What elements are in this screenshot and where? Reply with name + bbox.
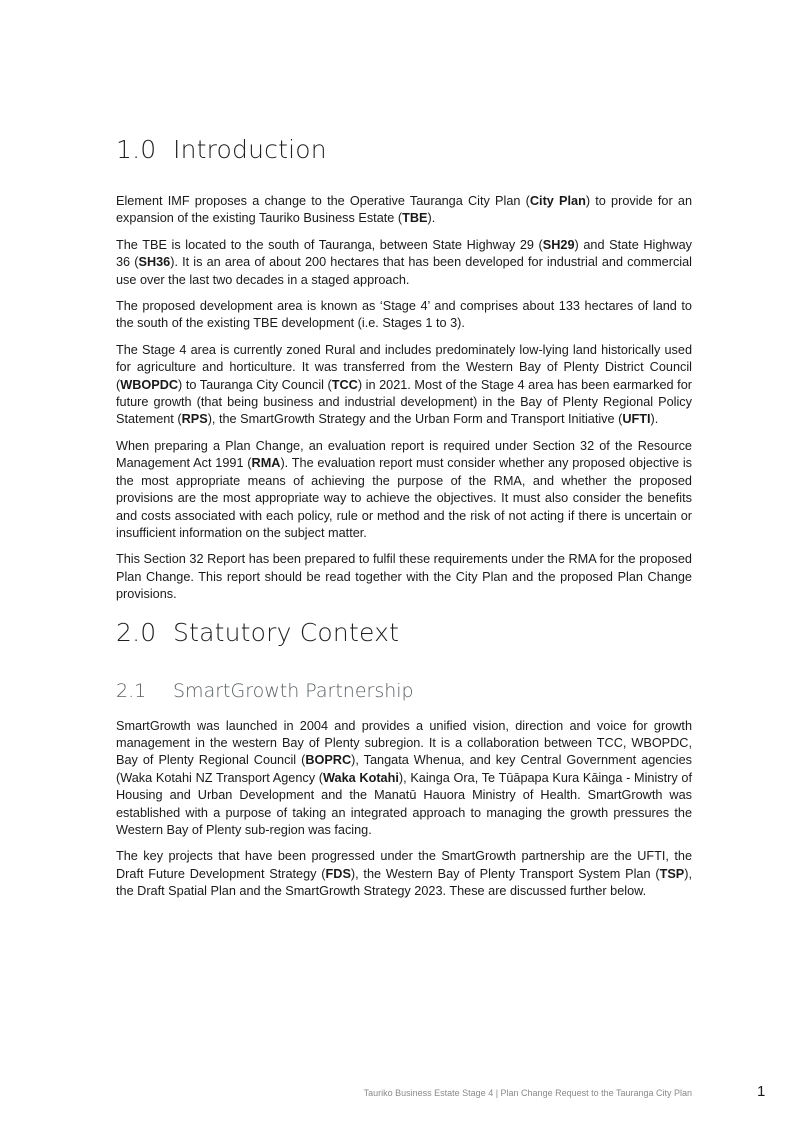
paragraph: [116, 342, 692, 429]
paragraph: [116, 298, 692, 333]
text-run: ), the SmartGrowth Strategy and the Urban Form and Transport Initiative (: [207, 412, 623, 427]
text-run: The Stage 4 area is currently zoned Rural and includes predominately low-lying land historically used for agriculture and horticulture. It was transferred from the Western Bay of Plenty District Council (: [116, 342, 692, 392]
paragraph: [116, 438, 692, 542]
text-run: The TBE is located to the south of Tauranga, between State Highway 29 (: [116, 237, 543, 252]
subsection-title: SmartGrowth Partnership: [173, 679, 414, 702]
defined-term: SH36: [138, 255, 171, 270]
text-run: SmartGrowth was launched in 2004 and provides a unified vision, direction and voice for growth management in the western Bay of Plenty subregion. It is a collaboration between TCC, WBOPDC, Bay of Plenty Regional Council (: [116, 718, 692, 768]
section-heading-statutory-context: [116, 613, 692, 653]
text-run: ) in 2021. Most of the Stage 4 area has been earmarked for future growth (that being business and industrial development) in the Bay of Plenty Regional Policy Statement (: [116, 377, 692, 427]
section-title: Introduction: [173, 135, 327, 164]
paragraph: [116, 193, 692, 228]
paragraph: [116, 848, 692, 900]
defined-term: RMA: [251, 456, 281, 471]
defined-term: WBOPDC: [120, 377, 179, 392]
text-run: This Section 32 Report has been prepared to fulfil these requirements under the RMA for the proposed Plan Change. This report should be read together with the City Plan and the proposed Plan Change provisions.: [116, 552, 692, 602]
defined-term: SH29: [542, 237, 575, 252]
text-run: ), the Draft Spatial Plan and the SmartGrowth Strategy 2023. These are discussed further below.: [116, 866, 693, 899]
defined-term: Waka Kotahi: [323, 770, 399, 785]
page-number: 1: [757, 1083, 766, 1100]
text-run: ). It is an area of about 200 hectares that has been developed for industrial and commercial use over the last two decades in a staged approach.: [116, 255, 692, 287]
defined-term: TCC: [331, 377, 358, 392]
defined-term: TSP: [659, 866, 685, 881]
text-run: The proposed development area is known as ‘Stage 4’ and comprises about 133 hectares of land to the south of the existing TBE development (i.e. Stages 1 to 3).: [116, 299, 692, 331]
paragraph: [116, 718, 692, 840]
text-run: When preparing a Plan Change, an evaluation report is required under Section 32 of the Resource Management Act 1991 (: [116, 438, 692, 471]
section-number: 1.0: [116, 135, 157, 164]
defined-term: RPS: [181, 412, 208, 427]
text-run: ). The evaluation report must consider whether any proposed objective is the most appropriate means of achieving the purpose of the RMA, and whether the proposed provisions are the most appropriate way to achieve the objectives. It must also consider the benefits and costs associated with each policy, rule or method and the risk of not acting if there is uncertain or insufficient information on the subject matter.: [116, 456, 692, 540]
defined-term: TBE: [402, 211, 428, 226]
paragraph: [116, 551, 692, 603]
text-run: ), Tangata Whenua, and key Central Government agencies (Waka Kotahi NZ Transport Agency (: [116, 753, 692, 785]
text-run: Element IMF proposes a change to the Operative Tauranga City Plan (: [116, 194, 530, 208]
defined-term: FDS: [325, 866, 351, 881]
text-run: ), Kainga Ora, Te Tūāpapa Kura Kāinga - Ministry of Housing and Urban Development and the Manatū Hauora Ministry of Health. SmartGrowth was established with a purpose of taking an integrated approach to managing the growth pressures the Western Bay of Plenty sub-region was facing.: [116, 770, 692, 837]
page-footer: Tauriko Business Estate Stage 4 | Plan Change Request to the Tauranga City Plan: [363, 1088, 692, 1098]
paragraph: [116, 237, 692, 289]
subsection-number: 2.1: [116, 679, 147, 702]
text-run: ) to provide for an expansion of the existing Tauriko Business Estate (: [116, 194, 692, 226]
text-run: ) to Tauranga City Council (: [178, 377, 332, 392]
section-heading-introduction: [116, 130, 692, 170]
section-title: Statutory Context: [173, 617, 400, 647]
text-run: ).: [427, 211, 436, 226]
defined-term: BOPRC: [305, 753, 352, 768]
page-body: [116, 130, 692, 910]
text-run: ).: [650, 412, 659, 427]
defined-term: UFTI: [622, 412, 651, 427]
text-run: The key projects that have been progressed under the SmartGrowth partnership are the UFTI, the Draft Future Development Strategy (: [116, 849, 692, 881]
section-number: 2.0: [116, 617, 157, 647]
text-run: ) and State Highway 36 (: [116, 237, 692, 270]
defined-term: City Plan: [529, 194, 586, 208]
text-run: ), the Western Bay of Plenty Transport System Plan (: [350, 866, 660, 881]
subsection-heading-smartgrowth: [116, 676, 692, 706]
